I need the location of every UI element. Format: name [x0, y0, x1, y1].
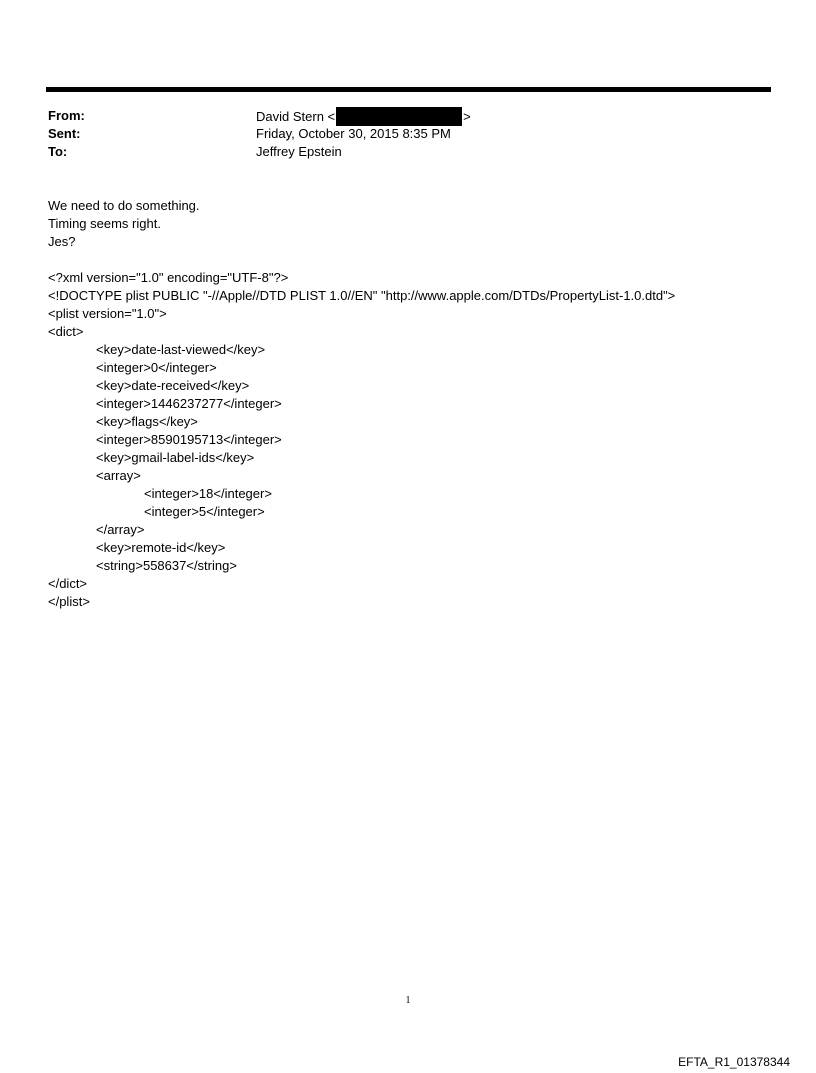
- plist-line: <string>558637</string>: [96, 558, 237, 573]
- plist-line: <key>flags</key>: [96, 414, 198, 429]
- sender-name: David Stern <: [256, 109, 336, 124]
- plist-metadata: [48, 269, 675, 611]
- plist-line: <array>: [96, 468, 141, 483]
- from-row: [48, 107, 768, 125]
- sent-value: Friday, October 30, 2015 8:35 PM: [256, 126, 451, 141]
- sent-label: Sent:: [48, 126, 81, 141]
- to-label: To:: [48, 144, 68, 159]
- plist-line: <dict>: [48, 324, 84, 339]
- plist-line: </dict>: [48, 576, 88, 591]
- bates-number: EFTA_R1_01378344: [678, 1055, 790, 1069]
- plist-line: <key>date-received</key>: [96, 378, 250, 393]
- redaction-bar: [336, 107, 462, 126]
- plist-line: <key>gmail-label-ids</key>: [96, 450, 255, 465]
- sent-row: [48, 125, 768, 143]
- page-number: 1: [405, 995, 411, 1006]
- body-line: We need to do something.: [48, 198, 200, 213]
- plist-line: <plist version="1.0">: [48, 306, 167, 321]
- from-value: [256, 107, 471, 126]
- header-divider: [46, 87, 771, 92]
- email-header: [48, 107, 768, 161]
- plist-line: </plist>: [48, 594, 90, 609]
- plist-line: <key>date-last-viewed</key>: [96, 342, 266, 357]
- plist-line: <integer>8590195713</integer>: [96, 432, 282, 447]
- to-row: [48, 143, 768, 161]
- from-label: From:: [48, 108, 85, 123]
- plist-line: </array>: [96, 522, 145, 537]
- plist-line: <!DOCTYPE plist PUBLIC "-//Apple//DTD PLIST 1.0//EN" "http://www.apple.com/DTDs/PropertyList-1.0.dtd">: [48, 288, 676, 303]
- plist-line: <?xml version="1.0" encoding="UTF-8"?>: [48, 270, 289, 285]
- body-line: Timing seems right.: [48, 216, 161, 231]
- body-line: Jes?: [48, 234, 76, 249]
- message-body: [48, 197, 200, 251]
- to-value: Jeffrey Epstein: [256, 144, 342, 159]
- plist-line: <integer>5</integer>: [144, 504, 265, 519]
- plist-line: <integer>1446237277</integer>: [96, 396, 282, 411]
- sender-close-bracket: >: [463, 109, 471, 124]
- plist-line: <key>remote-id</key>: [96, 540, 226, 555]
- plist-line: <integer>18</integer>: [144, 486, 272, 501]
- plist-line: <integer>0</integer>: [96, 360, 217, 375]
